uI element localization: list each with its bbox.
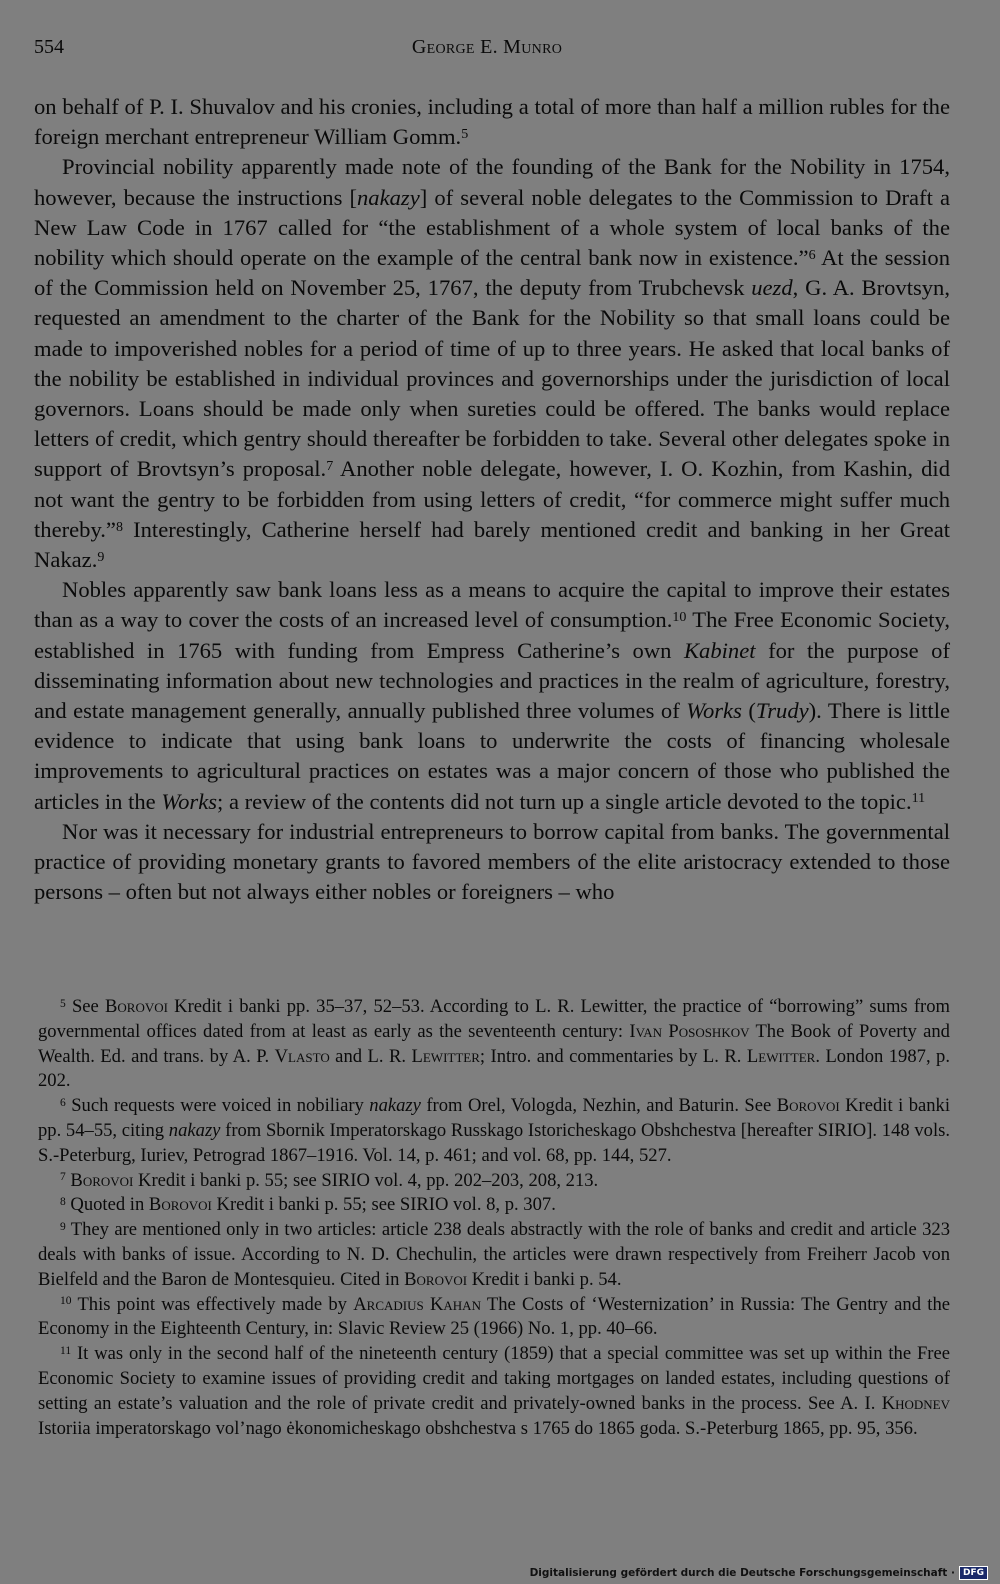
- paragraph-2: Provincial nobility apparently made note of the founding of the Bank for the Nobility in 1754, however, because the instructions [nakazy] of several noble delegates to the Commission to Draft a New Law Code in 1767 called for “the establishment of a whole system of local banks of the nobility which should operate on the example of the central bank now in existence.”$^6$ At the session of the Commission held on November 25, 1767, the deputy from Trubchevsk uezd, G. A. Brovtsyn, requested an amendment to the charter of the Bank for the Nobility so that small loans could be made to impoverished nobles for a period of time of up to three years. He asked that local banks of the nobility be established in individual provinces and governorships under the jurisdiction of local governors. Loans should be made only when sureties could be offered. The banks would replace letters of credit, which gentry should thereafter be forbidden to take. Several other delegates spoke in support of Brovtsyn’s proposal.$^7$ Another noble delegate, however, I. O. Kozhin, from Kashin, did not want the gentry to be forbidden from using letters of credit, “for commerce might suffer much thereby.”$^8$ Interestingly, Catherine herself had barely mentioned credit and banking in her Great Nakaz.$^9$: [34, 154, 951, 573]
- footnote-11: $^{11}$ It was only in the second half of the nineteenth century (1859) that a special committee was set up within the Free Economic Society to examine issues of providing credit and taking mortgages on landed estates, including questions of setting an estate’s valuation and the role of private credit and privately-owned banks in the process. See A. I. Khodnev Istoriia imperatorskago vol’nago ėkonomicheskago obshchestva s 1765 do 1865 goda. S.-Peterburg 1865, pp. 95, 356.: [38, 1343, 950, 1439]
- paragraph-4: Nor was it necessary for industrial entrepreneurs to borrow capital from banks. The governmental practice of providing monetary grants to favored members of the elite aristocracy extended to those persons – often but not always either nobles or foreigners – who: [34, 818, 950, 905]
- footnote-ref-10: 10: [672, 610, 687, 626]
- footnotes: [38, 995, 950, 1441]
- paragraph-3: Nobles apparently saw bank loans less as a means to acquire the capital to improve their estates than as a way to cover the costs of an increased level of consumption.$^{10}$ The Free Economic Society, established in 1765 with funding from Empress Catherine’s own Kabinet for the purpose of disseminating information about new technologies and practices in the realm of agriculture, forestry, and estate management generally, annually published three volumes of Works (Trudy). There is little evidence to indicate that using bank loans to underwrite the costs of financing wholesale improvements to agricultural practices on estates was a major concern of those who published the articles in the Works; a review of the contents did not turn up a single article devoted to the topic.$^{11}$: [34, 577, 951, 814]
- page-number: 554: [34, 36, 64, 58]
- footnote-ref-11: 11: [911, 791, 926, 807]
- footnote-6: $^6$ Such requests were voiced in nobiliary nakazy from Orel, Vologda, Nezhin, and Baturin. See Borovoi Kredit i banki pp. 54–55, citing nakazy from Sbornik Imperatorskago Russkago Istoricheskago Obshchestva [hereafter SIRIO]. 148 vols. S.-Peterburg, Iuriev, Petrograd 1867–1916. Vol. 14, p. 461; and vol. 68, pp. 144, 527.: [38, 1095, 950, 1166]
- digitization-credit: [530, 1566, 988, 1580]
- footnote-5: $^5$ See Borovoi Kredit i banki pp. 35–37, 52–53. According to L. R. Lewitter, the practice of “borrowing” sums from governmental offices dated from at least as early as the seventeenth century: Ivan Pososhkov The Book of Poverty and Wealth. Ed. and trans. by A. P. Vlasto and L. R. Lewitter; Intro. and commentaries by L. R. Lewitter. London 1987, p. 202.: [38, 996, 950, 1092]
- page-header: [34, 36, 940, 64]
- footnote-8: $^8$ Quoted in Borovoi Kredit i banki p. 55; see SIRIO vol. 8, p. 307.: [60, 1194, 556, 1216]
- footnote-ref-7: 7: [326, 459, 334, 475]
- dfg-logo: DFG: [959, 1566, 988, 1580]
- footnote-ref-5: 5: [461, 126, 469, 142]
- digitization-credit-text: Digitalisierung gefördert durch die Deutsche Forschungsgemeinschaft ·: [529, 1567, 955, 1579]
- main-text: [34, 92, 950, 907]
- footnote-10: $^{10}$ This point was effectively made by Arcadius Kahan The Costs of ‘Westernization’ in Russia: The Gentry and the Economy in the Eighteenth Century, in: Slavic Review 25 (1966) No. 1, pp. 40–66.: [38, 1293, 950, 1340]
- footnote-7: $^7$ Borovoi Kredit i banki p. 55; see SIRIO vol. 4, pp. 202–203, 208, 213.: [60, 1169, 599, 1191]
- footnote-ref-8: 8: [115, 519, 123, 535]
- running-title: George E. Munro: [411, 36, 563, 58]
- paragraph-1: on behalf of P. I. Shuvalov and his cronies, including a total of more than half a million rubles for the foreign merchant entrepreneur William Gomm.$^5$: [34, 94, 950, 150]
- footnote-9: $^9$ They are mentioned only in two articles: article 238 deals abstractly with the role of banks and credit and article 323 deals with banks of issue. According to N. D. Chechulin, the articles were drawn respectively from Freiherr Jacob von Bielfeld and the Baron de Montesquieu. Cited in Borovoi Kredit i banki p. 54.: [38, 1219, 950, 1290]
- footnote-ref-6: 6: [808, 247, 816, 263]
- footnote-ref-9: 9: [97, 549, 105, 565]
